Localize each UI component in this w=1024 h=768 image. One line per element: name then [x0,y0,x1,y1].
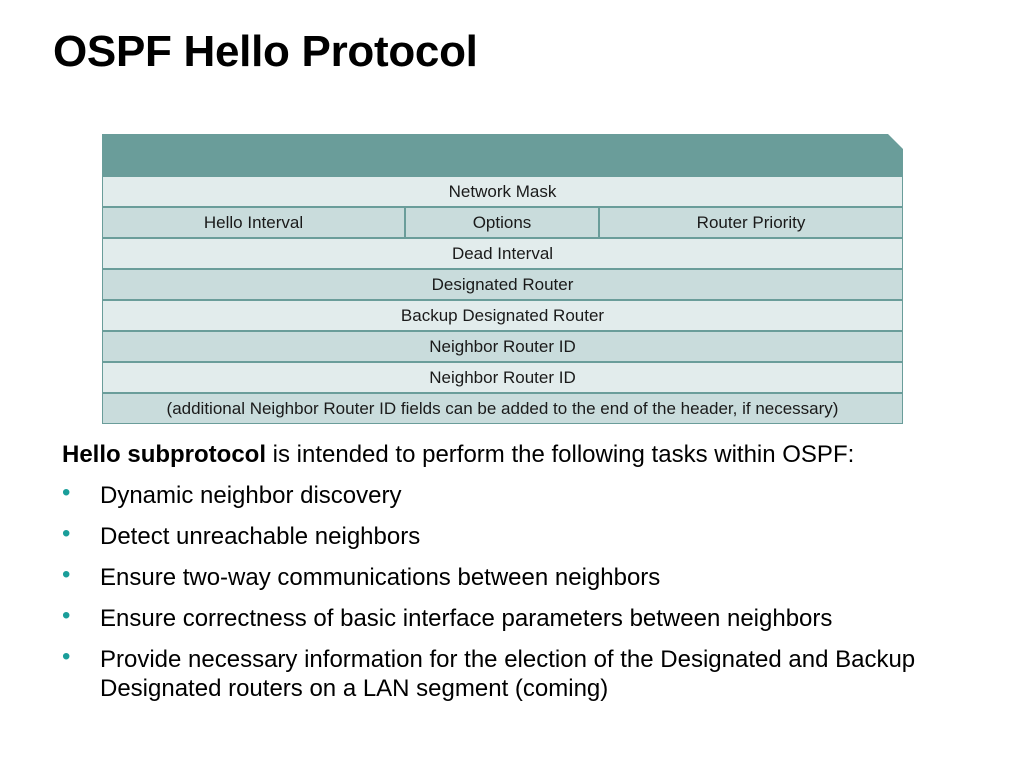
bullet-icon: • [62,479,71,506]
list-item [62,522,992,551]
list-item [62,604,992,633]
field-designated-router: Designated Router [431,274,574,294]
intro-bold-term: Hello subprotocol [62,441,266,468]
field-row-designated-router [102,269,903,300]
field-row-neighbor-router-id-1 [102,331,903,362]
field-row-additional-neighbors [102,393,903,424]
diagram-header-bar [102,134,903,176]
field-neighbor-router-id: Neighbor Router ID [429,367,576,387]
bullet-icon: • [62,643,71,670]
field-hello-interval: Hello Interval [103,208,406,237]
field-row-hello-options-priority [102,207,903,238]
field-network-mask: Network Mask [448,181,557,201]
field-options: Options [406,208,600,237]
list-item [62,481,992,510]
slide-body [62,440,992,715]
slide-title: OSPF Hello Protocol [53,27,478,76]
field-dead-interval: Dead Interval [451,243,554,263]
field-neighbor-router-id: Neighbor Router ID [429,336,576,356]
field-additional-neighbor-note: (additional Neighbor Router ID fields can be added to the end of the header, if necessary) [166,398,839,418]
bullet-text: Provide necessary information for the election of the Designated and Backup Designated routers on a LAN segment (coming) [100,646,916,702]
bullet-icon: • [62,561,71,588]
task-bullet-list [62,481,992,703]
intro-paragraph [62,440,992,469]
intro-text: is intended to perform the following tasks within OSPF: [266,441,855,468]
bullet-text: Dynamic neighbor discovery [100,482,402,509]
list-item [62,563,992,592]
bullet-icon: • [62,520,71,547]
field-row-backup-designated-router [102,300,903,331]
field-row-network-mask [102,176,903,207]
bullet-icon: • [62,602,71,629]
bullet-text: Ensure two-way communications between neighbors [100,564,661,591]
hello-packet-diagram [102,134,903,424]
field-row-neighbor-router-id-2 [102,362,903,393]
list-item [62,645,992,703]
bullet-text: Detect unreachable neighbors [100,523,421,550]
field-row-dead-interval [102,238,903,269]
field-backup-designated-router: Backup Designated Router [400,305,605,325]
field-router-priority: Router Priority [696,212,806,232]
bullet-text: Ensure correctness of basic interface parameters between neighbors [100,605,833,632]
